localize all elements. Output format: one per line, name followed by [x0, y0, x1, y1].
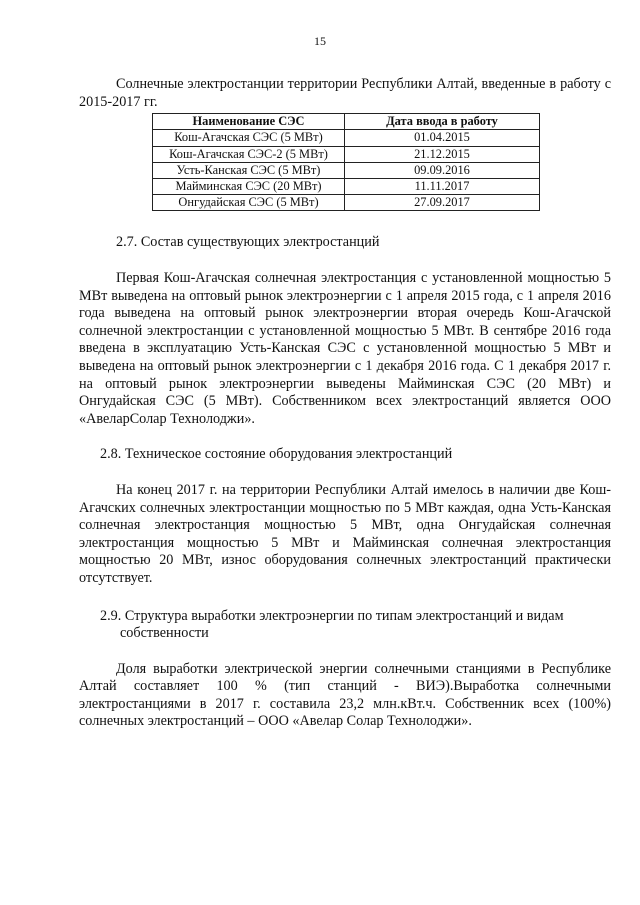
page-number: 15	[314, 34, 326, 48]
table-row	[153, 146, 540, 162]
section-paragraph-2-7: Первая Кош-Агачская солнечная электростанция с установленной мощностью 5 МВт выведена на оптовый рынок электроэнергии с 1 апреля 2015 года, с 1 апреля 2016 года выведена на оптовый рынок электроэнергии вторая очередь Кош-Агачской солнечной электростанции с установленной мощностью 5 МВт. В сентябре 2016 года введена в эксплуатацию Усть-Канская СЭС с установленной мощностью 5 МВт и выведена на оптовый рынок электроэнергии с 1 декабря 2016 года. С 1 декабря 2017 г. на оптовый рынок электроэнергии выведены Майминская СЭС (20 МВт) и Онгудайская СЭС (5 МВт). Собственником всех электростанций является ООО «АвеларСолар Технолоджи».	[79, 270, 611, 427]
intro-paragraph: Солнечные электростанции территории Республики Алтай, введенные в работу с 2015-2017 гг.	[79, 76, 611, 110]
table-header-name: Наименование СЭС	[153, 114, 345, 130]
section-paragraph-2-9: Доля выработки электрической энергии солнечными станциями в Республике Алтай составляет 100 % (тип станций - ВИЭ).Выработка солнечными электростанциями в 2017 г. составила 23,2 млн.кВт.ч. Собственник всех (100%) солнечных электростанций – ООО «Авелар Солар Технолоджи».	[79, 660, 611, 730]
station-name-cell: Усть-Канская СЭС (5 МВт)	[153, 162, 345, 178]
station-date-cell: 01.04.2015	[345, 130, 540, 146]
section-heading-2-9	[79, 608, 611, 643]
station-name-cell: Онгудайская СЭС (5 МВт)	[153, 195, 345, 211]
solar-stations-table	[152, 113, 540, 211]
table-header-date: Дата ввода в работу	[345, 114, 540, 130]
table-header-row	[153, 114, 540, 130]
station-date-cell: 27.09.2017	[345, 195, 540, 211]
section-heading-2-9-line2: собственности	[120, 625, 209, 642]
table-row	[153, 179, 540, 195]
table-row	[153, 162, 540, 178]
section-heading-2-8: 2.8. Техническое состояние оборудования электростанций	[100, 446, 453, 463]
document-body	[79, 76, 611, 731]
table-row	[153, 195, 540, 211]
table-row	[153, 130, 540, 146]
station-date-cell: 21.12.2015	[345, 146, 540, 162]
station-date-cell: 11.11.2017	[345, 179, 540, 195]
station-name-cell: Кош-Агачская СЭС (5 МВт)	[153, 130, 345, 146]
station-date-cell: 09.09.2016	[345, 162, 540, 178]
section-heading-2-9-line1: 2.9. Структура выработки электроэнергии по типам электростанций и видам	[100, 607, 564, 624]
station-name-cell: Кош-Агачская СЭС-2 (5 МВт)	[153, 146, 345, 162]
section-heading-2-7: 2.7. Состав существующих электростанций	[116, 234, 380, 251]
station-name-cell: Майминская СЭС (20 МВт)	[153, 179, 345, 195]
section-paragraph-2-8: На конец 2017 г. на территории Республики Алтай имелось в наличии две Кош-Агачских солнечных электростанции мощностью по 5 МВт каждая, одна Усть-Канская солнечная электростанция мощностью 5 МВт, одна Онгудайская солнечная электростанция мощностью 5 МВт и Майминская солнечная электростанция мощностью 20 МВт, износ оборудования солнечных электростанций практически отсутствует.	[79, 481, 611, 586]
